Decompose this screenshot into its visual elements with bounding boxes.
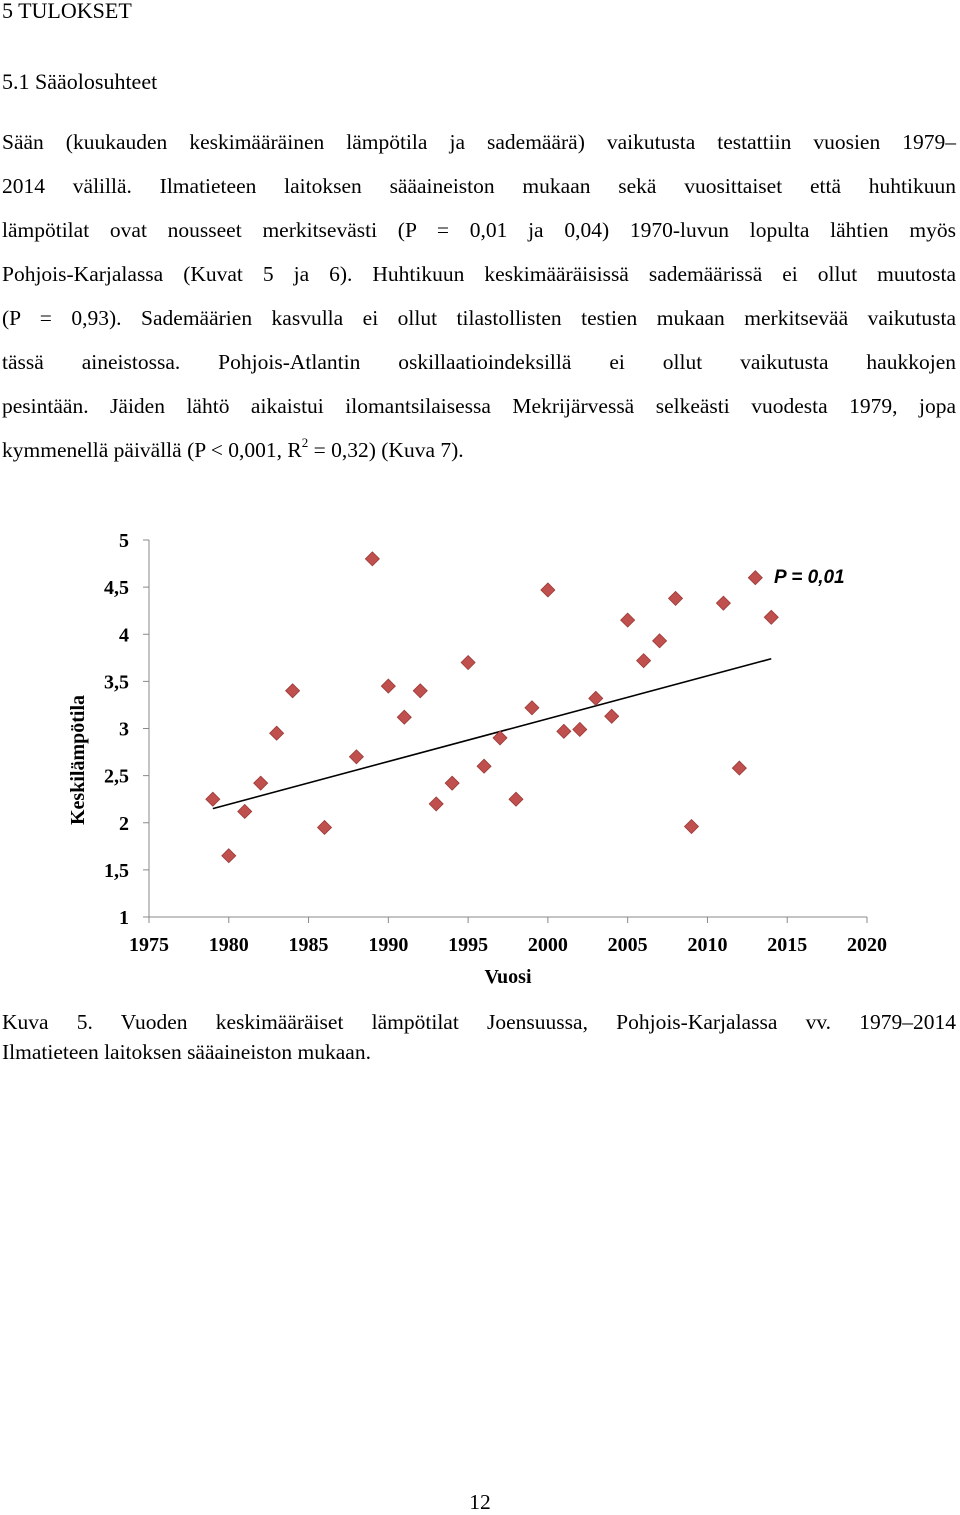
superscript-2: 2 (301, 434, 309, 450)
data-point (381, 679, 395, 693)
y-tick-label: 1,5 (104, 859, 129, 882)
paragraph-line: Sään (kuukauden keskimääräinen lämpötila ja sademäärä) vaikutusta testattiin vuosien 1979– (2, 130, 956, 154)
data-point (732, 761, 746, 775)
y-tick-label: 3,5 (104, 671, 129, 694)
y-tick-label: 5 (119, 530, 129, 552)
y-tick-label: 3 (119, 718, 129, 741)
x-tick-label: 2020 (847, 934, 887, 956)
y-tick-label: 4 (119, 624, 129, 647)
paragraph-line: pesintään. Jäiden lähtö aikaistui ilomantsilaisessa Mekrijärvessä selkeästi vuodesta 1979, jopa (2, 394, 956, 418)
subsection-title: 5.1 Sääolosuhteet (2, 69, 158, 94)
data-point (684, 820, 698, 834)
paragraph-line: 2014 välillä. Ilmatieteen laitoksen sääaineiston mukaan sekä vuosittaiset että huhtikuun (2, 174, 956, 198)
y-tick-labels (104, 530, 129, 929)
data-point (445, 776, 459, 790)
x-tick-label: 1985 (288, 934, 329, 956)
page-number: 12 (469, 1490, 491, 1514)
caption-line-2: Ilmatieteen laitoksen sääaineiston mukaan. (2, 1040, 371, 1064)
data-point (270, 726, 284, 740)
trendline-group (213, 659, 771, 809)
y-axis-label: Keskilämpötila (67, 694, 89, 826)
data-point (429, 797, 443, 811)
data-point (254, 776, 268, 790)
paragraph-last-line (2, 428, 956, 472)
data-point (365, 552, 379, 566)
y-tick-label: 4,5 (104, 577, 129, 600)
data-point (621, 613, 635, 627)
data-point (748, 571, 762, 585)
temperature-scatter-chart (60, 520, 900, 1000)
x-tick-label: 2000 (527, 934, 568, 956)
last-line-text: kymmenellä päivällä (P < 0,001, R (2, 438, 302, 462)
data-point (286, 684, 300, 698)
x-tick-label: 1990 (368, 934, 409, 956)
data-point (541, 583, 555, 597)
data-point (716, 596, 730, 610)
data-point (318, 820, 332, 834)
paragraph-line: lämpötilat ovat nousseet merkitsevästi (P = 0,01 ja 0,04) 1970-luvun lopulta lähtien myös (2, 218, 956, 242)
data-point (461, 656, 475, 670)
x-tick-label: 1975 (129, 934, 169, 956)
body-paragraph (2, 120, 956, 472)
x-axis-label: Vuosi (484, 966, 532, 988)
data-point (573, 722, 587, 736)
data-point (509, 792, 523, 806)
x-tick-label: 2010 (687, 934, 728, 956)
paragraph-line: (P = 0,93). Sademäärien kasvulla ei ollut tilastollisten testien mukaan merkitsevää vaikutusta (2, 306, 956, 330)
data-point (238, 804, 252, 818)
last-line-text-end: = 0,32) (Kuva 7). (308, 438, 464, 462)
x-tick-label: 1980 (208, 934, 249, 956)
x-tick-label: 2015 (767, 934, 808, 956)
caption-line-1: Kuva 5. Vuoden keskimääräiset lämpötilat Joensuussa, Pohjois-Karjalassa vv. 1979–2014 (2, 1010, 956, 1034)
data-points (206, 552, 778, 863)
data-point (589, 691, 603, 705)
x-tick-label: 1995 (448, 934, 489, 956)
data-point (349, 750, 363, 764)
chapter-title: 5 TULOKSET (2, 0, 132, 23)
data-point (669, 591, 683, 605)
paragraph-line: Pohjois-Karjalassa (Kuvat 5 ja 6). Huhtikuun keskimääräisissä sademäärissä ei ollut muutosta (2, 262, 956, 286)
chart-axes (143, 540, 867, 923)
paragraph-line: tässä aineistossa. Pohjois-Atlantin oskillaatioindeksillä ei ollut vaikutusta haukkojen (2, 350, 956, 374)
y-tick-label: 1 (119, 907, 129, 929)
data-point (413, 684, 427, 698)
x-tick-labels (129, 934, 887, 956)
data-point (525, 701, 539, 715)
data-point (222, 849, 236, 863)
data-point (477, 759, 491, 773)
x-tick-label: 2005 (607, 934, 648, 956)
data-point (637, 654, 651, 668)
data-point (764, 610, 778, 624)
y-tick-label: 2 (119, 812, 129, 835)
data-point (653, 634, 667, 648)
data-point (397, 710, 411, 724)
p-value-annotation: P = 0,01 (774, 567, 845, 588)
trendline (213, 659, 771, 809)
data-point (605, 709, 619, 723)
figure-caption (2, 1007, 956, 1067)
data-point (557, 724, 571, 738)
data-point (206, 792, 220, 806)
y-tick-label: 2,5 (104, 765, 129, 788)
